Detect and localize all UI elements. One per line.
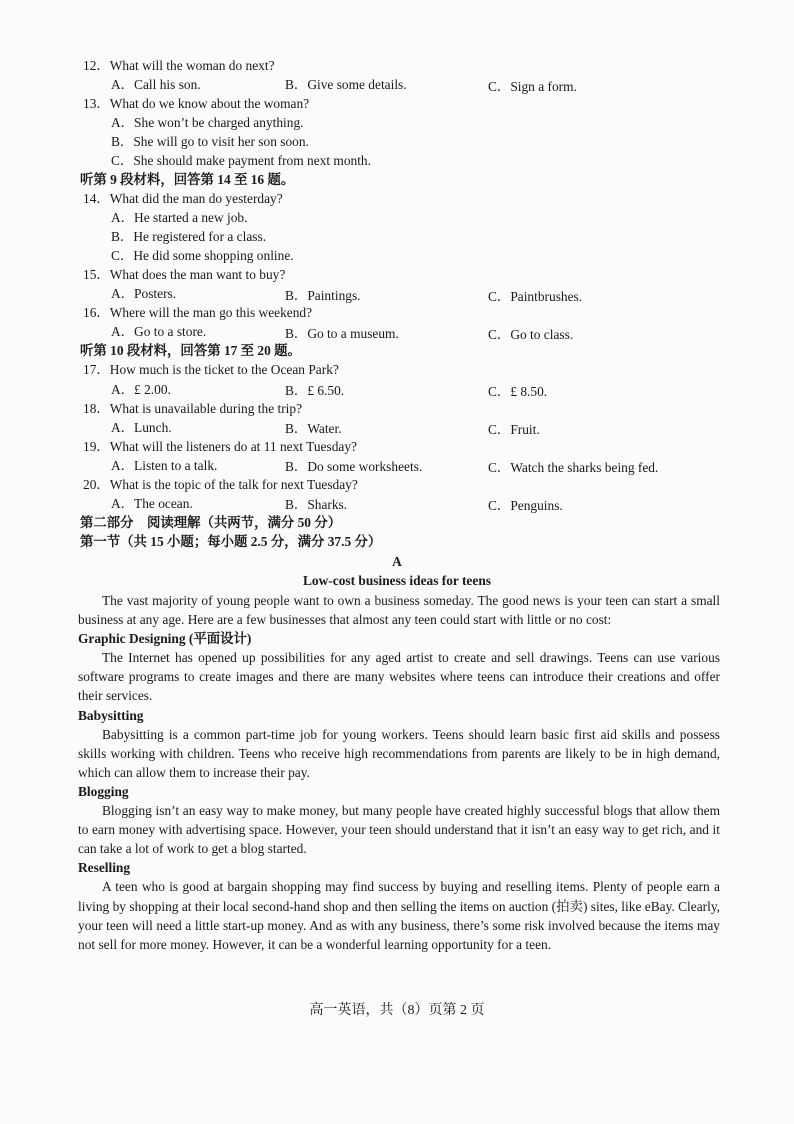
part2-title: 第二部分 阅读理解（共两节，满分 50 分） bbox=[80, 515, 342, 530]
q20-option-a: A．The ocean. bbox=[111, 496, 193, 511]
q19-option-b: B．Do some worksheets. bbox=[285, 459, 423, 474]
page-footer: 高一英语，共（8）页第 2 页 bbox=[309, 1003, 485, 1018]
q15-option-b: B．Paintings. bbox=[285, 288, 361, 303]
question-13-stem: 13．What do we know about the woman? bbox=[83, 96, 310, 111]
question-12-stem: 12．What will the woman do next? bbox=[83, 58, 275, 73]
heading-reselling: Reselling bbox=[78, 860, 131, 876]
text-blogging: Blogging isn’t an easy way to make money, but many people have created highly successful blogs that allow them to earn money with advertising space. However, your teen should understand that it isn’t an easy way to get rich, and it can take a lot of work to get a blog started. bbox=[78, 803, 720, 857]
q13-option-a: A．She won’t be charged anything. bbox=[111, 115, 304, 130]
q20-option-b: B．Sharks. bbox=[285, 497, 348, 512]
passage-body bbox=[78, 591, 720, 954]
heading-babysitting: Babysitting bbox=[78, 707, 144, 723]
question-19-stem: 19．What will the listeners do at 11 next Tuesday? bbox=[83, 439, 357, 454]
q14-option-b: B．He registered for a class. bbox=[111, 229, 267, 244]
question-14-stem: 14．What did the man do yesterday? bbox=[83, 191, 283, 206]
q12-option-c: C．Sign a form. bbox=[488, 79, 577, 94]
q15-option-c: C．Paintbrushes. bbox=[488, 289, 583, 304]
question-17-stem: 17．How much is the ticket to the Ocean Park? bbox=[83, 362, 339, 377]
passage-title: Low-cost business ideas for teens bbox=[303, 573, 491, 588]
text-babysitting: Babysitting is a common part-time job for young workers. Teens should learn basic first aid skills and possess skills working with children. Teens who receive high recommendations from parents are likely to be in high demand, which can allow them to increase their pay. bbox=[78, 726, 720, 780]
q16-option-a: A．Go to a store. bbox=[111, 324, 207, 339]
q16-option-c: C．Go to class. bbox=[488, 327, 574, 342]
q16-option-b: B．Go to a museum. bbox=[285, 326, 399, 341]
instruction-segment-9: 听第 9 段材料，回答第 14 至 16 题。 bbox=[80, 172, 295, 187]
q15-option-a: A．Posters. bbox=[111, 286, 177, 301]
heading-graphic-designing: Graphic Designing (平面设计) bbox=[78, 631, 252, 647]
question-18-stem: 18．What is unavailable during the trip? bbox=[83, 401, 303, 416]
q17-option-b: B．£ 6.50. bbox=[285, 383, 345, 398]
q18-option-a: A．Lunch. bbox=[111, 420, 172, 435]
question-16-stem: 16．Where will the man go this weekend? bbox=[83, 305, 313, 320]
q13-option-c: C．She should make payment from next month. bbox=[111, 153, 371, 168]
q18-option-b: B．Water. bbox=[285, 421, 342, 436]
q12-option-b: B．Give some details. bbox=[285, 77, 407, 92]
q19-option-c: C．Watch the sharks being fed. bbox=[488, 460, 659, 475]
text-reselling: A teen who is good at bargain shopping may find success by buying and reselling items. Plenty of people earn a living by shopping at their local second-hand shop and then selling the items on auction (拍卖) sites, like eBay. Clearly, your teen will need a little start-up money. And as with any business, there’s some risk involved because the items may not sell for more money. However, it can be a wonderful learning opportunity for a teen. bbox=[78, 879, 720, 952]
text-graphic-designing: The Internet has opened up possibilities for any aged artist to create and sell drawings. Teens can use various software programs to create images and there are many websites where teens can introduce their creations and offer their services. bbox=[78, 650, 720, 704]
question-20-stem: 20．What is the topic of the talk for next Tuesday? bbox=[83, 477, 358, 492]
instruction-segment-10: 听第 10 段材料，回答第 17 至 20 题。 bbox=[80, 343, 301, 358]
q20-option-c: C．Penguins. bbox=[488, 498, 563, 513]
q14-option-c: C．He did some shopping online. bbox=[111, 248, 294, 263]
q19-option-a: A．Listen to a talk. bbox=[111, 458, 218, 473]
q13-option-b: B．She will go to visit her son soon. bbox=[111, 134, 309, 149]
part2-section1: 第一节（共 15 小题；每小题 2.5 分，满分 37.5 分） bbox=[80, 534, 382, 549]
q18-option-c: C．Fruit. bbox=[488, 422, 540, 437]
passage-letter: A bbox=[392, 554, 402, 569]
passage-intro: The vast majority of young people want to own a business someday. The good news is your teen can start a small business at any age. Here are a few businesses that almost any teen could start with little or no cost: bbox=[78, 593, 720, 628]
q12-option-a: A．Call his son. bbox=[111, 77, 201, 92]
q17-option-a: A．£ 2.00. bbox=[111, 382, 171, 397]
heading-blogging: Blogging bbox=[78, 783, 129, 799]
question-15-stem: 15．What does the man want to buy? bbox=[83, 267, 286, 282]
q17-option-c: C．£ 8.50. bbox=[488, 384, 548, 399]
q14-option-a: A．He started a new job. bbox=[111, 210, 248, 225]
